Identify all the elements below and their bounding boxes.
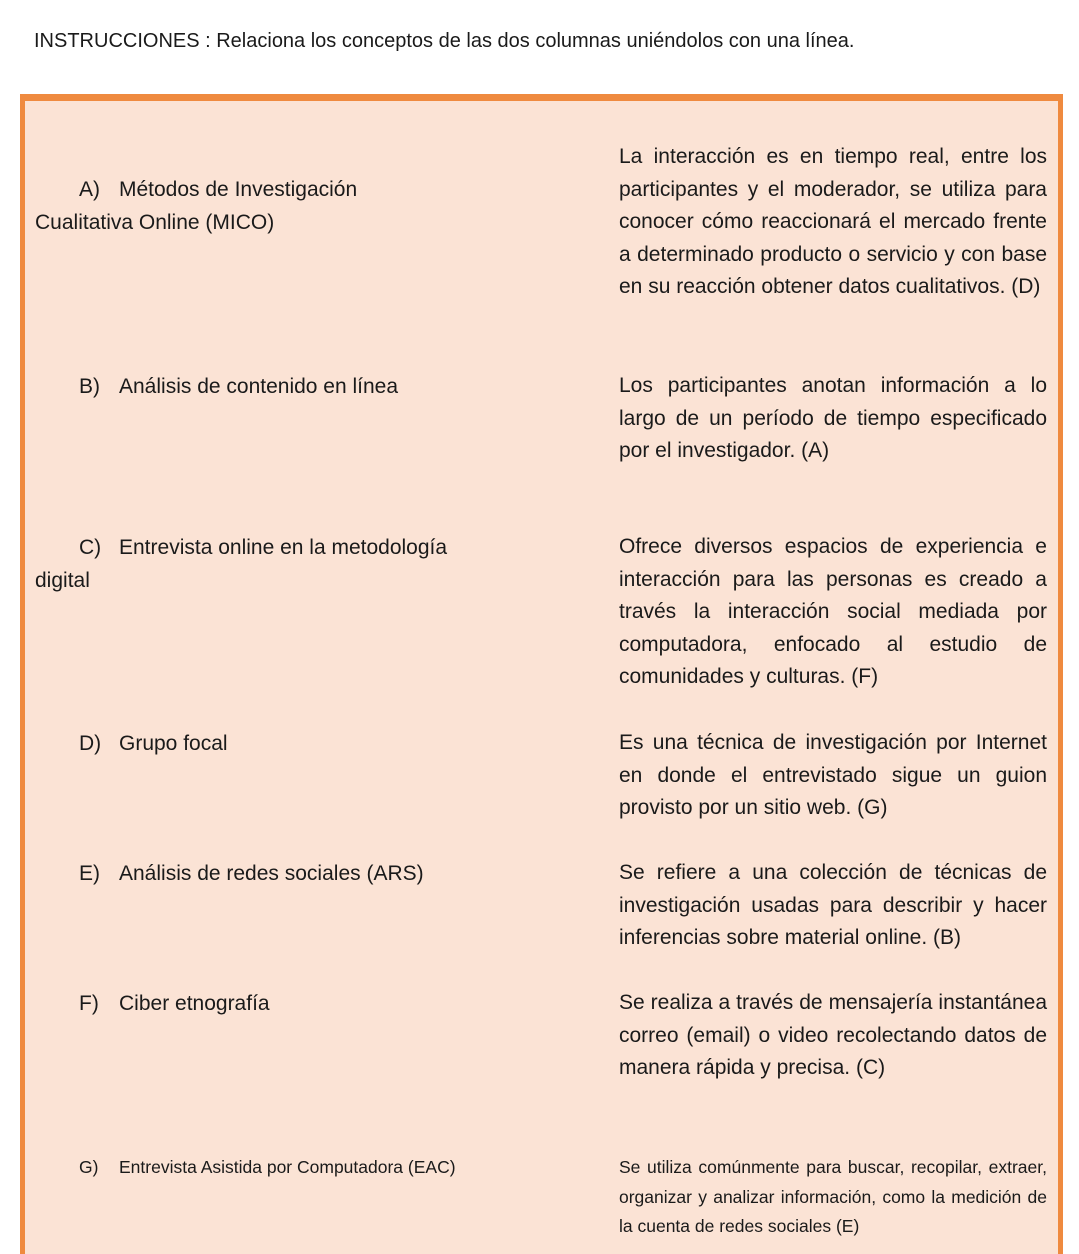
definition-c: Ofrece diversos espacios de experiencia e interacción para las personas es creado a través la interacción social mediada por computadora, enfocado al estudio de comunidades y culturas. (F) <box>619 535 1047 688</box>
concept-text: Análisis de contenido en línea <box>119 375 399 398</box>
definition-e: Se refiere a una colección de técnicas de investigación usadas para describir y hacer inferencias sobre material online. (B) <box>619 861 1047 949</box>
concept-a <box>35 173 505 239</box>
definition-d: Es una técnica de investigación por Internet en donde el entrevistado sigue un guion provisto por un sitio web. (G) <box>619 731 1047 819</box>
concept-text: Análisis de redes sociales (ARS) <box>119 862 424 885</box>
matching-table <box>20 94 1063 1254</box>
concept-b <box>35 370 505 403</box>
concept-letter: D) <box>79 732 102 755</box>
concept-c <box>35 531 505 597</box>
concept-d <box>35 727 505 760</box>
definition-b: Los participantes anotan información a lo largo de un período de tiempo especificado por el investigador. (A) <box>619 374 1047 462</box>
concept-letter: B) <box>79 375 100 398</box>
concept-text: Ciber etnografía <box>119 992 270 1015</box>
concept-text: Entrevista online en la metodología <box>119 536 448 559</box>
concept-e <box>35 857 505 890</box>
definition-g: Se utiliza comúnmente para buscar, recopilar, extraer, organizar y analizar información, como la medición de la cuenta de redes sociales (E) <box>619 1157 1047 1236</box>
concept-text-cont: Cualitativa Online (MICO) <box>35 211 275 234</box>
concept-f <box>35 987 505 1020</box>
concept-text-cont: digital <box>35 569 90 592</box>
concept-g <box>35 1153 505 1183</box>
definition-f: Se realiza a través de mensajería instantánea correo (email) o video recolectando datos de manera rápida y precisa. (C) <box>619 991 1047 1079</box>
concept-letter: G) <box>79 1157 99 1177</box>
concept-letter: C) <box>79 536 102 559</box>
concept-letter: A) <box>79 178 100 201</box>
concept-text: Métodos de Investigación <box>119 178 358 201</box>
concept-letter: F) <box>79 992 99 1015</box>
definition-a: La interacción es en tiempo real, entre los participantes y el moderador, se utiliza para conocer cómo reaccionará el mercado frente a determinado producto o servicio y con base en su reacción obtener datos cualitativos. (D) <box>619 145 1047 298</box>
instructions-text: INSTRUCCIONES : Relaciona los conceptos de las dos columnas uniéndolos con una línea. <box>34 30 855 52</box>
concept-text: Grupo focal <box>119 732 228 755</box>
concept-text: Entrevista Asistida por Computadora (EAC) <box>119 1157 456 1177</box>
concept-letter: E) <box>79 862 100 885</box>
